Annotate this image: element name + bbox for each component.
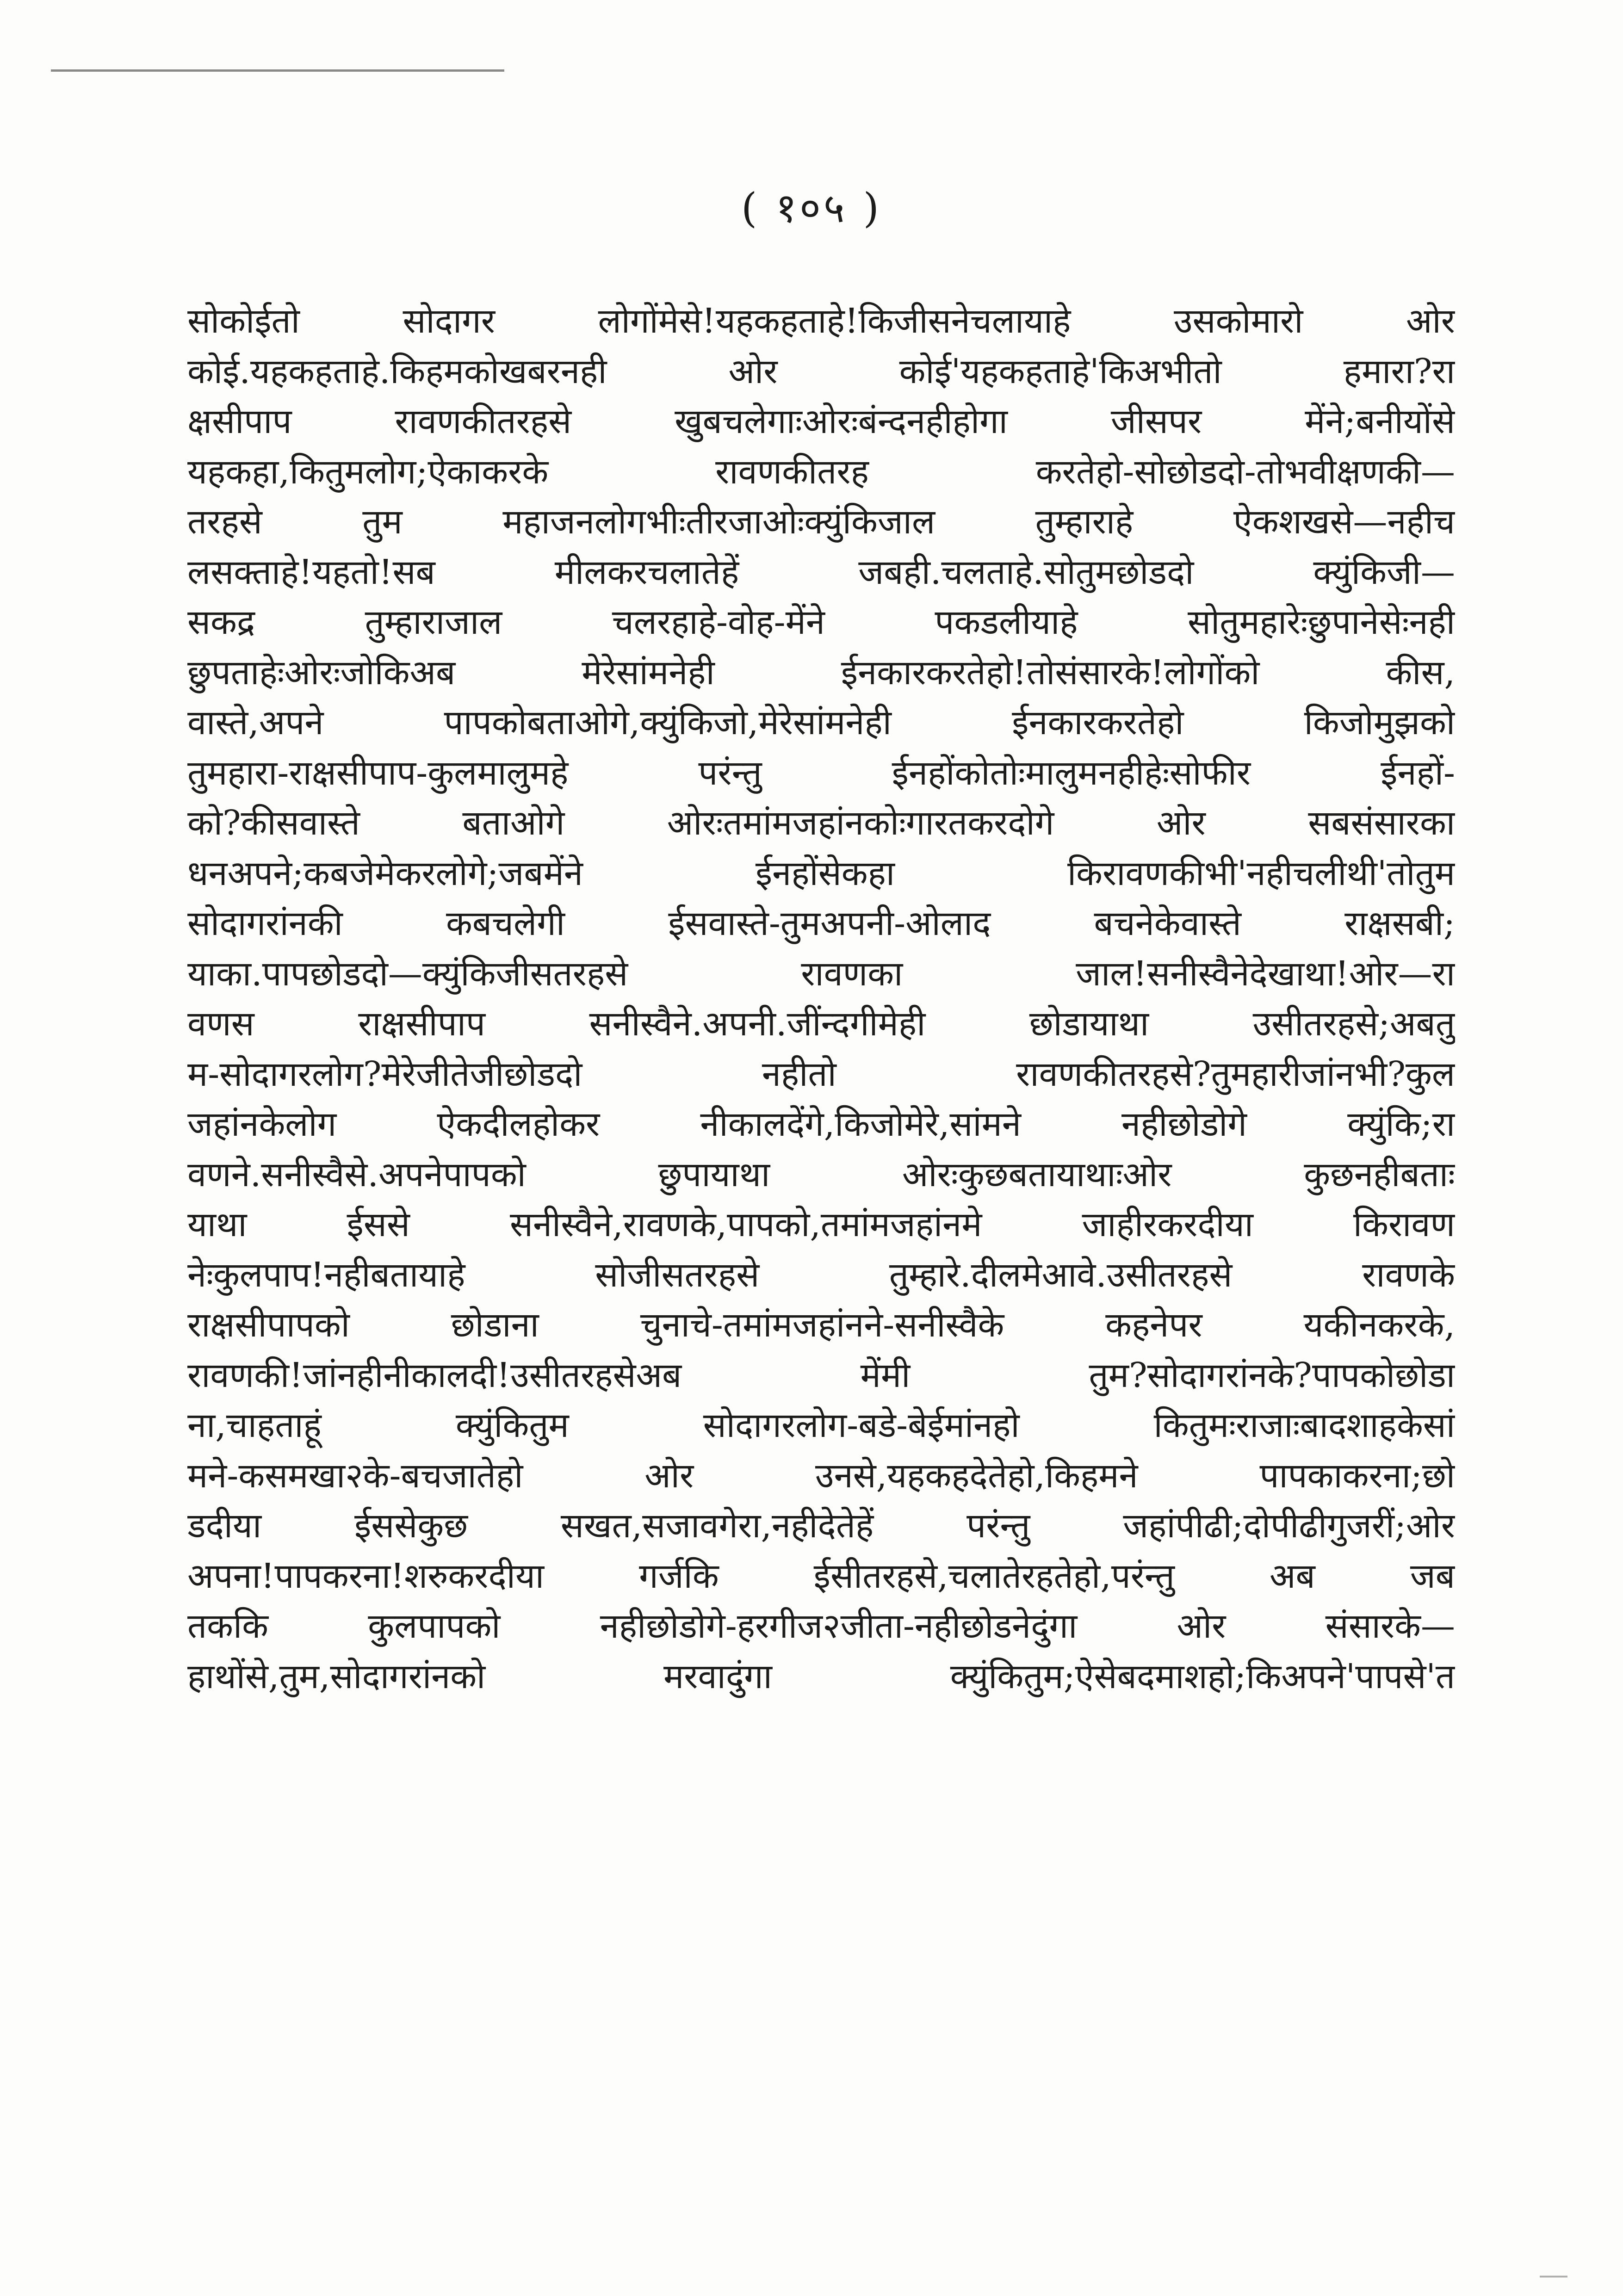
text-line: हाथोंसे,तुम,सोदागरांनको मरवादुंगा क्युंकितुम;ऐसेबदमाशहो;किअपने'पापसे'त	[187, 1656, 1455, 1696]
text-line: छुपताहेःओरःजोकिअब मेरेसांमनेही ईनकारकरतेहो!तोसंसारके!लोगोंको कीस,	[187, 652, 1455, 693]
bottom-edge-mark	[1540, 2276, 1567, 2277]
text-line: सकद्र तुम्हाराजाल चलरहाहे-वोह-मेंने पकडलीयाहे सोतुमहारेःछुपानेसेःनही	[187, 602, 1455, 642]
text-line: ना,चाहताहूं क्युंकितुम सोदागरलोग-बडे-बेईमांनहो कितुमःराजाःबादशाहकेसां	[187, 1405, 1455, 1445]
text-line: तककि कुलपापको नहीछोडोगे-हरगीज२जीता-नहीछोडनेदुंगा ओर संसारके—	[187, 1606, 1455, 1646]
top-divider	[51, 69, 504, 72]
text-line: डदीया ईससेकुछ सखत,सजावगेरा,नहीदेतेहें परंन्तु जहांपीढी;दोपीढीगुजरीं;ओर	[187, 1506, 1455, 1546]
text-line: लसक्ताहे!यहतो!सब मीलकरचलातेहें जबही.चलताहे.सोतुमछोडदो क्युंकिजी—	[187, 552, 1455, 592]
text-line: म-सोदागरलोग?मेरेजीतेजीछोडदो नहीतो रावणकीतरहसे?तुमहारीजांनभी?कुल	[187, 1054, 1455, 1094]
text-line: याका.पापछोडदो—क्युंकिजीसतरहसे रावणका जाल!सनीस्वैनेदेखाथा!ओर—रा	[187, 953, 1455, 994]
text-line: वणस राक्षसीपाप सनीस्वैने.अपनी.जींन्दगीमेही छोडायाथा उसीतरहसे;अबतु	[187, 1004, 1455, 1044]
text-line: को?कीसवास्ते बताओगे ओरःतमांमजहांनकोःगारतकरदोगे ओर सबसंसारका	[187, 803, 1455, 843]
text-line: रावणकी!जांनहीनीकालदी!उसीतरहसेअब मेंमी तुम?सोदागरांनके?पापकोछोडा	[187, 1355, 1455, 1395]
page-number: ( १०५ )	[741, 184, 882, 232]
text-line: राक्षसीपापको छोडाना चुनाचे-तमांमजहांनने-सनीस्वैके कहनेपर यकीनकरके,	[187, 1305, 1455, 1345]
text-line: वणने.सनीस्वैसे.अपनेपापको छुपायाथा ओरःकुछबतायाथाःओर कुछनहीबताः	[187, 1154, 1455, 1194]
text-line: कोई.यहकहताहे.किहमकोखबरनही ओर कोई'यहकहताहे'किअभीतो हमारा?रा	[187, 351, 1455, 391]
body-text	[187, 296, 1455, 1702]
text-line: यहकहा,कितुमलोग;ऐकाकरके रावणकीतरह करतेहो-सोछोडदो-तोभवीक्षणकी—	[187, 452, 1455, 492]
text-line: सोदागरांनकी कबचलेगी ईसवास्ते-तुमअपनी-ओलाद बचनेकेवास्ते राक्षसबी;	[187, 904, 1455, 943]
text-line: क्षसीपाप रावणकीतरहसे खुबचलेगाःओरःबंन्दनहीहोगा जीसपर मेंने;बनीयोंसे	[187, 402, 1455, 441]
text-line: अपना!पापकरना!शरुकरदीया गर्जकि ईसीतरहसे,चलातेरहतेहो,परंन्तु अब जब	[187, 1556, 1455, 1596]
text-line: तुमहारा-राक्षसीपाप-कुलमालुमहे परंन्तु ईनहोंकोतोःमालुमनहीहेःसोफीर ईनहों-	[187, 753, 1455, 793]
text-line: जहांनकेलोग ऐकदीलहोकर नीकालदेंगे,किजोमेरे,सांमने नहीछोडोगे क्युंकि;रा	[187, 1104, 1455, 1144]
text-line: याथा ईससे सनीस्वैने,रावणके,पापको,तमांमजहांनमे जाहीरकरदीया किरावण	[187, 1205, 1455, 1244]
text-line: वास्ते,अपने पापकोबताओगे,क्युंकिजो,मेरेसांमनेही ईनकारकरतेहो किजोमुझको	[187, 703, 1455, 743]
text-line: मने-कसमखा२के-बचजातेहो ओर उनसे,यहकहदेतेहो,किहमने पापकाकरना;छो	[187, 1455, 1455, 1496]
text-line: तरहसे तुम महाजनलोगभीःतीरजाओःक्युंकिजाल तुम्हाराहे ऐकशखसे—नहीच	[187, 502, 1455, 542]
text-line: नेःकुलपाप!नहीबतायाहे सोजीसतरहसे तुम्हारे.दीलमेआवे.उसीतरहसे रावणके	[187, 1255, 1455, 1295]
text-line: धनअपने;कबजेमेकरलोगे;जबमेंने ईनहोंसेकहा किरावणकीभी'नहीचलीथी'तोतुम	[187, 853, 1455, 893]
text-line: सोकोईतो सोदागर लोगोंमेसे!यहकहताहे!किजीसनेचलायाहे उसकोमारो ओर	[187, 301, 1455, 341]
